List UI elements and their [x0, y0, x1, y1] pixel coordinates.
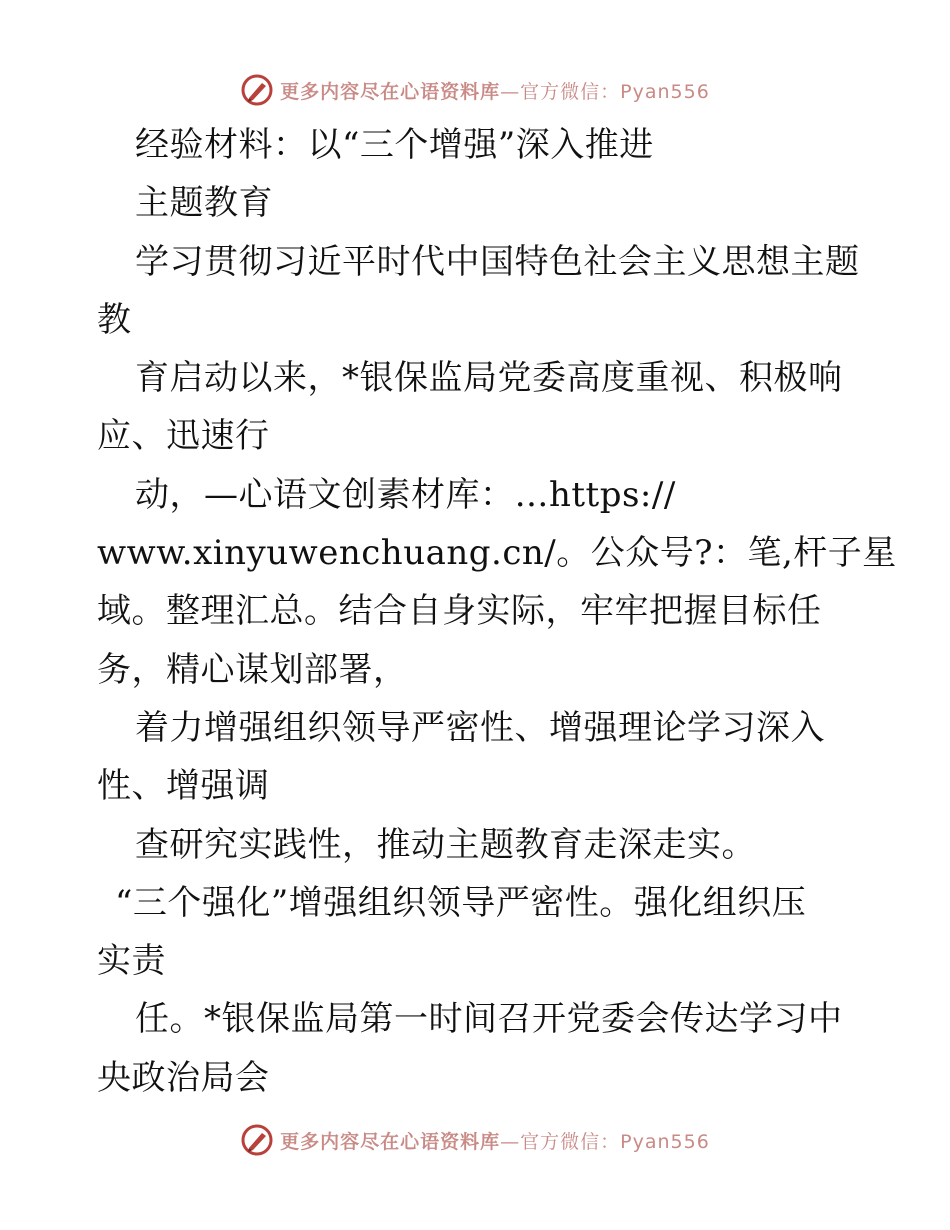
doc-line: www.xinyuwenchuang.cn/。公众号?：笔,杆子星 — [97, 533, 897, 574]
header-wechat-text: 官方微信：Pyan556 — [520, 80, 710, 103]
doc-line: 任。*银保监局第一时间召开党委会传达学习中 — [135, 999, 843, 1040]
doc-line: 主题教育 — [135, 183, 273, 224]
doc-line: 央政治局会 — [97, 1057, 270, 1098]
pen-circle-logo-icon — [240, 1123, 274, 1157]
footer-banner — [0, 1120, 950, 1160]
doc-line: 学习贯彻习近平时代中国特色社会主义思想主题 — [135, 241, 860, 282]
header-banner-text — [280, 77, 710, 104]
doc-line: 查研究实践性，推动主题教育走深走实。 — [135, 824, 756, 865]
header-separator: — — [500, 80, 521, 103]
doc-line: 应、迅速行 — [97, 416, 270, 457]
doc-line: 育启动以来，*银保监局党委高度重视、积极响 — [135, 358, 843, 399]
doc-line: 务，精心谋划部署， — [97, 649, 408, 690]
header-banner — [0, 70, 950, 110]
doc-line: 域。整理汇总。结合自身实际，牢牢把握目标任 — [97, 591, 822, 632]
document-body — [97, 116, 897, 1107]
footer-wechat-text: 官方微信：Pyan556 — [520, 1130, 710, 1153]
doc-line: “三个强化”增强组织领导严密性。强化组织压 — [115, 882, 807, 923]
doc-line: 实责 — [97, 941, 166, 982]
footer-separator: — — [500, 1130, 521, 1153]
doc-line: 性、增强调 — [97, 766, 270, 807]
doc-line: 动，—心语文创素材库：…https:// — [135, 474, 676, 515]
doc-line: 经验材料：以“三个增强”深入推进 — [135, 125, 654, 165]
header-brand-text: 更多内容尽在心语资料库 — [280, 80, 501, 103]
doc-line: 教 — [97, 299, 132, 340]
pen-circle-logo-icon — [240, 73, 274, 107]
footer-brand-text: 更多内容尽在心语资料库 — [280, 1130, 501, 1153]
doc-line: 着力增强组织领导严密性、增强理论学习深入 — [135, 707, 825, 748]
footer-banner-text — [280, 1127, 710, 1154]
